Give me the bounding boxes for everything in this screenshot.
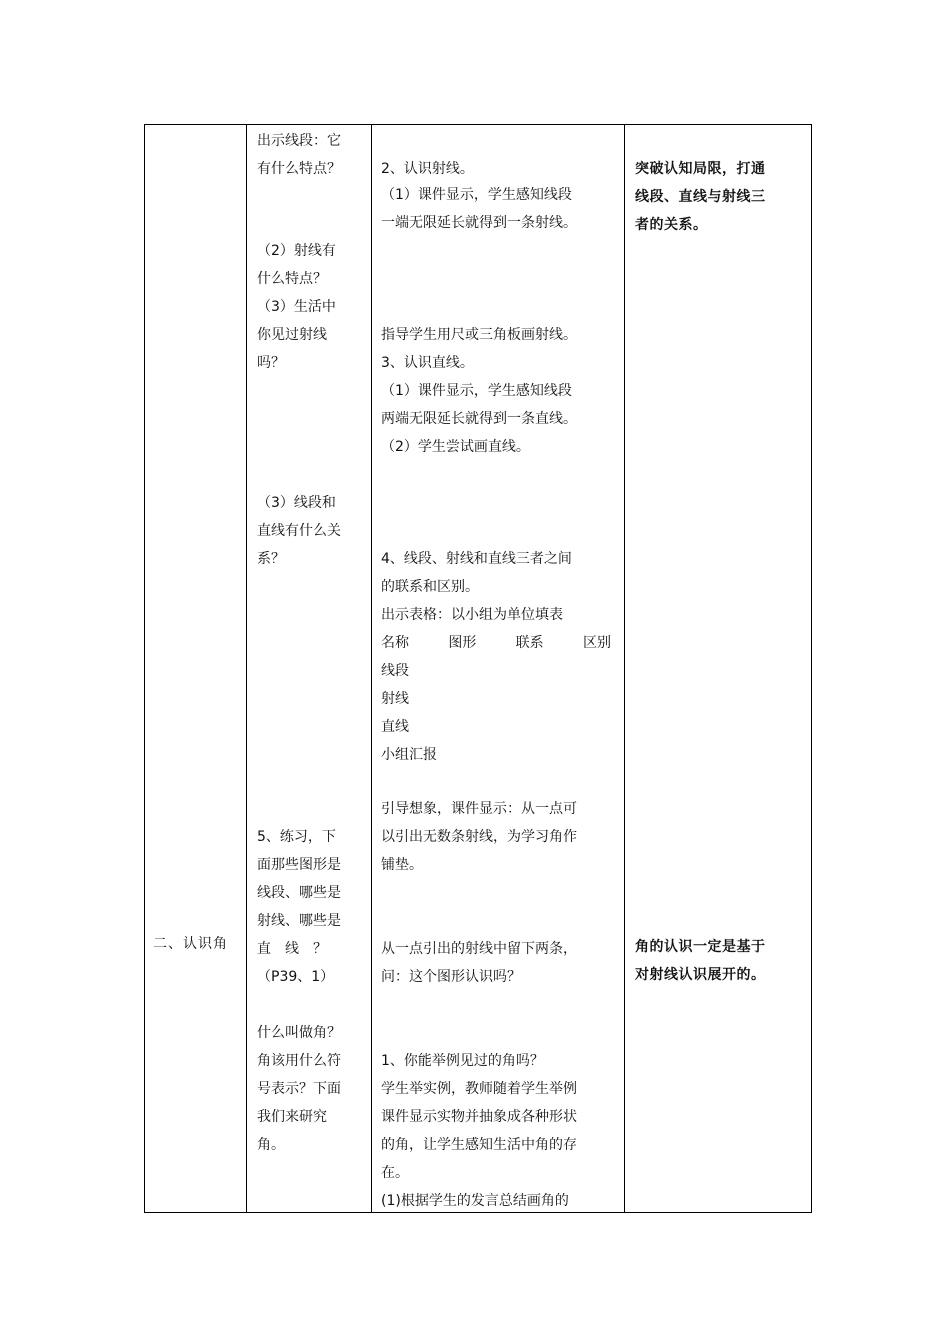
student-line: 一端无限延长就得到一条射线。 xyxy=(381,215,577,231)
teacher-line: 直线有什么关 xyxy=(257,523,341,539)
teacher-line: 角该用什么符 xyxy=(257,1053,341,1069)
student-line: 2、认识射线。 xyxy=(381,161,474,177)
student-line: 以引出无数条射线，为学习角作 xyxy=(381,829,577,845)
student-cell xyxy=(372,125,625,1213)
student-line: 直线 xyxy=(381,719,409,735)
lesson-plan-table xyxy=(144,124,812,1213)
student-line: (1)根据学生的发言总结画角的 xyxy=(381,1193,569,1209)
student-line: 指导学生用尺或三角板画射线。 xyxy=(381,327,577,343)
student-line: 线段 xyxy=(381,663,409,679)
student-line: 出示表格：以小组为单位填表 xyxy=(381,607,563,623)
teacher-line: （3）线段和 xyxy=(257,495,336,511)
teacher-line: 什么特点？ xyxy=(257,271,327,287)
teacher-line: （P39、1） xyxy=(257,969,335,985)
student-line: （1）课件显示，学生感知线段 xyxy=(381,187,572,203)
student-line: 射线 xyxy=(381,691,409,707)
teacher-line: 角。 xyxy=(257,1137,285,1153)
teacher-line: 什么叫做角？ xyxy=(257,1025,341,1041)
section-cell xyxy=(145,125,247,1213)
teacher-line: 系？ xyxy=(257,551,285,567)
student-line: （2）学生尝试画直线。 xyxy=(381,439,530,455)
student-line: 的联系和区别。 xyxy=(381,579,479,595)
student-line: 问：这个图形认识吗？ xyxy=(381,969,521,985)
table-row xyxy=(145,125,812,1213)
intent-cell xyxy=(625,125,812,1213)
student-line: 在。 xyxy=(381,1165,409,1181)
student-line: 1、你能举例见过的角吗？ xyxy=(381,1053,544,1069)
student-line: 引导想象，课件显示：从一点可 xyxy=(381,801,577,817)
student-line: 铺垫。 xyxy=(381,857,423,873)
table-header-name: 名称 xyxy=(381,635,409,651)
teacher-line: 5、练习，下 xyxy=(257,829,336,845)
fill-table-header xyxy=(381,629,611,657)
teacher-line: 吗？ xyxy=(257,355,285,371)
table-header-difference: 区别 xyxy=(582,635,611,651)
student-line: 3、认识直线。 xyxy=(381,355,474,371)
teacher-line: 有什么特点？ xyxy=(257,161,341,177)
intent-line: 对射线认识展开的。 xyxy=(635,967,766,983)
student-line: 4、线段、射线和直线三者之间 xyxy=(381,551,572,567)
teacher-line: （3）生活中 xyxy=(257,299,336,315)
section-title: 二、认识角 xyxy=(153,936,228,952)
student-line: 的角，让学生感知生活中角的存 xyxy=(381,1137,577,1153)
teacher-line: 直 线 ？ xyxy=(257,941,327,957)
intent-line: 突破认知局限，打通 xyxy=(635,161,766,177)
student-line: 学生举实例，教师随着学生举例 xyxy=(381,1081,577,1097)
table-header-figure: 图形 xyxy=(448,635,477,651)
teacher-line: 线段、哪些是 xyxy=(257,885,341,901)
student-line: （1）课件显示，学生感知线段 xyxy=(381,383,572,399)
student-line: 两端无限延长就得到一条直线。 xyxy=(381,411,577,427)
teacher-line: 我们来研究 xyxy=(257,1109,327,1125)
table-header-relation: 联系 xyxy=(515,635,544,651)
intent-line: 角的认识一定是基于 xyxy=(635,939,766,955)
teacher-line: 面那些图形是 xyxy=(257,857,341,873)
student-line: 从一点引出的射线中留下两条， xyxy=(381,941,577,957)
teacher-line: （2）射线有 xyxy=(257,243,336,259)
teacher-line: 你见过射线 xyxy=(257,327,327,343)
student-line: 课件显示实物并抽象成各种形状 xyxy=(381,1109,577,1125)
teacher-line: 出示线段：它 xyxy=(257,133,341,149)
student-line: 小组汇报 xyxy=(381,747,437,763)
teacher-cell xyxy=(247,125,372,1213)
teacher-line: 号表示？下面 xyxy=(257,1081,341,1097)
teacher-line: 射线、哪些是 xyxy=(257,913,341,929)
intent-line: 线段、直线与射线三 xyxy=(635,189,766,205)
intent-line: 者的关系。 xyxy=(635,217,708,233)
